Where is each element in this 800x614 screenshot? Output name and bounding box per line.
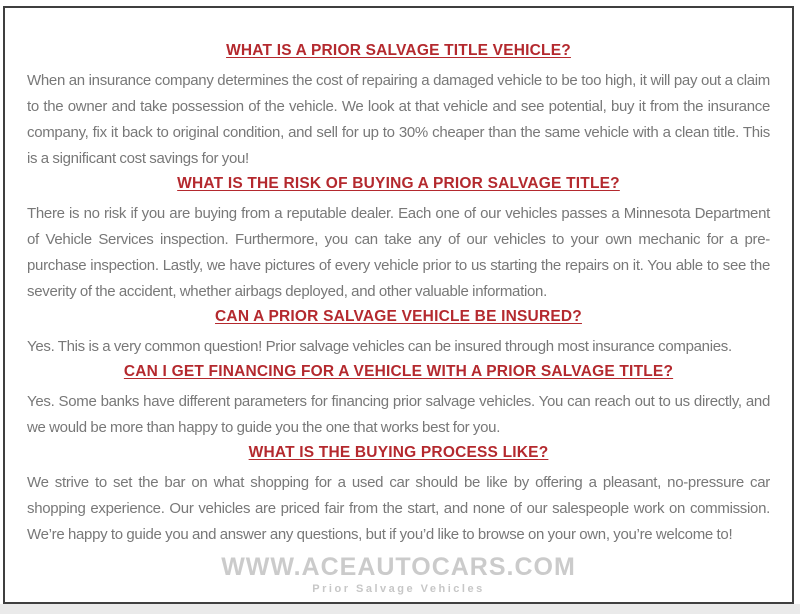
paragraph-can-be-insured: Yes. This is a very common question! Prior salvage vehicles can be insured through most insurance companies. <box>27 338 732 355</box>
heading-financing: CAN I GET FINANCING FOR A VEHICLE WITH A PRIOR SALVAGE TITLE? <box>123 363 674 380</box>
faq-section <box>27 444 770 548</box>
heading-buying-process: WHAT IS THE BUYING PROCESS LIKE? <box>248 444 549 461</box>
paragraph-financing: Yes. Some banks have different parameters for financing prior salvage vehicles. You can reach out to us directly, and we would be more than happy to guide you the one that works best for you. <box>27 393 770 436</box>
footer-watermark <box>5 554 792 596</box>
heading-can-be-insured: CAN A PRIOR SALVAGE VEHICLE BE INSURED? <box>215 308 582 325</box>
footer-website-text: WWW.ACEAUTOCARS.COM <box>221 553 576 581</box>
paragraph-buying-process: We strive to set the bar on what shopping for a used car should be like by offering a pleasant, no-pressure car shopping experience. Our vehicles are priced fair from the start, and none of our salespeople work on commission. We’re happy to guide you and answer any questions, but if you’d like to browse on your own, you’re welcome to! <box>27 474 770 543</box>
paragraph-risk-of-buying: There is no risk if you are buying from a reputable dealer. Each one of our vehicles passes a Minnesota Department of Vehicle Services inspection. Furthermore, you can take any of our vehicles to your own mechanic for a pre-purchase inspection. Lastly, we have pictures of every vehicle prior to us starting the repairs on it. You able to see the severity of the accident, whether airbags deployed, and other valuable information. <box>27 205 770 300</box>
heading-risk-of-buying: WHAT IS THE RISK OF BUYING A PRIOR SALVAGE TITLE? <box>177 175 620 192</box>
faq-section <box>27 363 770 441</box>
faq-section <box>27 42 770 172</box>
faq-section <box>27 175 770 305</box>
heading-what-is-prior-salvage: WHAT IS A PRIOR SALVAGE TITLE VEHICLE? <box>226 42 571 59</box>
paragraph-what-is-prior-salvage: When an insurance company determines the cost of repairing a damaged vehicle to be too high, it will pay out a claim to the owner and take possession of the vehicle. We look at that vehicle and see potential, buy it from the insurance company, fix it back to original condition, and sell for up to 30% cheaper than the same vehicle with a clean title. This is a significant cost savings for you! <box>27 72 770 167</box>
footer-tagline-text: Prior Salvage Vehicles <box>312 583 485 595</box>
bottom-strip <box>0 604 800 614</box>
faq-section <box>27 308 770 360</box>
document-sheet <box>3 6 794 604</box>
